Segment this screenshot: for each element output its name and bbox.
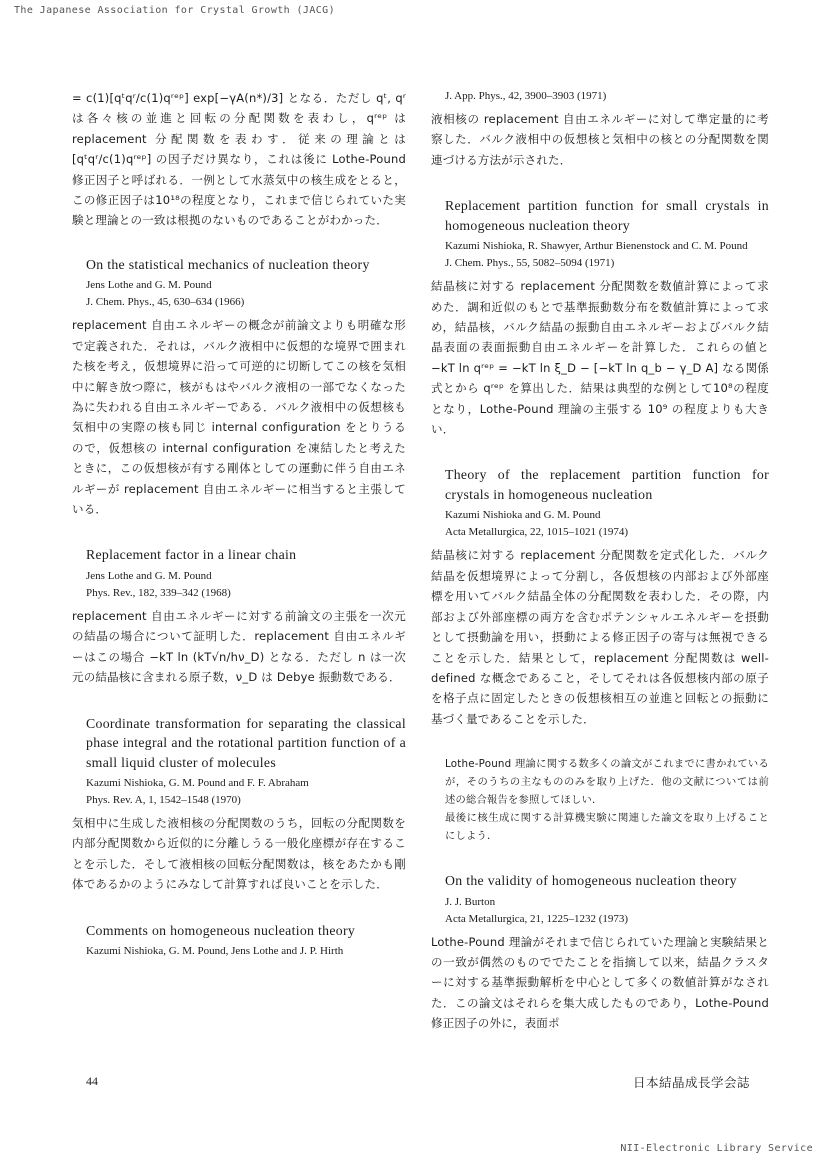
- reference-citation: Phys. Rev. A, 1, 1542–1548 (1970): [86, 794, 241, 807]
- reference-citation: J. Chem. Phys., 55, 5082–5094 (1971): [445, 257, 615, 270]
- reference-summary: replacement 自由エネルギーの概念が前論文よりも明確な形で定義された．それは，バルク液相中に仮想的な境界で囲まれた核を考え，仮想境界に沿って可逆的に切断してこの核を気相中に解き放つ際に，核がもはやバルク液相の一部でなくなった為に失われる自由エネルギーである．バルク液相中の仮想核も気相中の実際の核も同じ internal configuration をとりうるので，仮想核の internal configuration を凍結したと考えたときに，この仮想核が有する剛体としての運動に伴う自由エネルギーが replacement 自由エネルギーに相当すると主張している．: [72, 318, 406, 516]
- reference-entry: [72, 921, 406, 961]
- right-column: [431, 88, 769, 1034]
- reference-citation: Acta Metallurgica, 22, 1015–1021 (1974): [445, 526, 629, 539]
- reference-title: Coordinate transformation for separating the classical phase integral and the rotational partition function of a small liquid cluster of molecules: [86, 715, 406, 770]
- reference-citation: Acta Metallurgica, 21, 1225–1232 (1973): [445, 912, 629, 925]
- reference-citation: J. App. Phys., 42, 3900–3903 (1971): [445, 90, 607, 102]
- reference-entry: [431, 871, 769, 1034]
- reference-title: On the statistical mechanics of nucleation theory: [86, 256, 370, 272]
- reference-authors: Kazumi Nishioka, G. M. Pound and F. F. Abraham: [86, 777, 309, 790]
- reference-authors: J. J. Burton: [445, 895, 496, 908]
- reference-summary: Lothe-Pound 理論がそれまで信じられていた理論と実験結果との一致が偶然のものででたことを指摘して以来，結晶クラスターに対する基準振動解析を中心として多くの数値計算がなされた．この論文はそれらを集大成したものであり，Lothe-Pound 修正因子の外に，表面ポ: [431, 934, 769, 1031]
- reference-authors: Kazumi Nishioka, G. M. Pound, Jens Lothe and J. P. Hirth: [86, 945, 344, 958]
- reference-citation: Phys. Rev., 182, 339–342 (1968): [86, 586, 231, 599]
- reference-title: Replacement partition function for small crystals in homogeneous nucleation theory: [445, 198, 769, 233]
- note-paragraph: 最後に核生成に関する計算機実験に関連した論文を取り上げることにしよう．: [445, 812, 769, 843]
- reference-entry: [72, 714, 406, 895]
- reference-summary: 気相中に生成した液相核の分配関数のうち，回転の分配関数を内部分配関数から近似的に分離しうる一般化座標が存在することを示した．そして液相核の回転分配関数は，核をあたかも剛体であるかのようにみなして計算すれば良いことを示した．: [72, 816, 406, 892]
- reference-title: On the validity of homogeneous nucleation theory: [445, 873, 737, 889]
- reference-title: Comments on homogeneous nucleation theory: [86, 922, 356, 938]
- reference-entry: [431, 196, 769, 439]
- note-paragraph: Lothe-Pound 理論に関する数多くの論文がこれまでに書かれているが，そのうちの主なもののみを取り上げた．他の文献については前述の総合報告を参照してほしい．: [445, 758, 769, 807]
- reference-summary: 結晶核に対する replacement 分配関数を定式化した．バルク結晶を仮想境界によって分割し，各仮想核の内部および外部座標を用いてバルク結晶全体の分配関数を表わした．その際，内部および外部座標の両方を含むポテンシャルエネルギーを摂動として摂動論を用い，摂動による修正因子の寄与は無視できることを示した．結果として，replacement 分配関数は well-defined な概念であること，そしてそれは各仮想核内部の原子を格子点に固定したときの仮想核相互の並進と回転との振動に基づく量であることを示した．: [431, 548, 769, 726]
- reference-authors: Kazumi Nishioka, R. Shawyer, Arthur Bienenstock and C. M. Pound: [445, 240, 748, 253]
- reference-title: Theory of the replacement partition function for crystals in homogeneous nucleation: [445, 467, 769, 502]
- reference-authors: Jens Lothe and G. M. Pound: [86, 279, 212, 292]
- reference-citation: J. Chem. Phys., 45, 630–634 (1966): [86, 296, 245, 309]
- left-column: [72, 88, 406, 960]
- reference-entry: [72, 255, 406, 520]
- reference-title: Replacement factor in a linear chain: [86, 547, 297, 563]
- running-header: The Japanese Association for Crystal Growth (JACG): [14, 5, 336, 16]
- reference-authors: Kazumi Nishioka and G. M. Pound: [445, 509, 601, 522]
- closing-note: [431, 755, 769, 845]
- reference-summary: replacement 自由エネルギーに対する前論文の主張を一次元の結晶の場合について証明した．replacement 自由エネルギーはこの場合 −kT ln (kT√n/hν_D) となる．ただし n は一次元の結晶核に含まれる原子数，ν_D は Debye 振動数である．: [72, 608, 406, 685]
- page-number: 44: [86, 1074, 98, 1088]
- reference-summary: 液相核の replacement 自由エネルギーに対して準定量的に考察した．バルク液相中の仮想核と気相中の核との分配関数を関連づける方法が示された．: [431, 112, 769, 167]
- reference-entry: [431, 465, 769, 729]
- continued-paragraph: = c(1)[qᵗqʳ/c(1)qʳᵉᵖ] exp[−γA(n*)/3] となる．ただし qᵗ, qʳ は各々核の並進と回転の分配関数を表わし，qʳᵉᵖ は replacement 分配関数を表わす．従来の理論とは [qᵗqʳ/c(1)qʳᵉᵖ] の因子だけ異なり，これは後に Lothe-Pound 修正因子と呼ばれる．一例として水蒸気中の核生成をとると，この修正因子は10¹⁸の程度となり，これまで信じられていた実験と理論との一致は根拠のないものであることがわかった．: [72, 91, 406, 228]
- running-footer: NII-Electronic Library Service: [620, 1143, 813, 1154]
- reference-authors: Jens Lothe and G. M. Pound: [86, 569, 212, 582]
- reference-summary: 結晶核に対する replacement 分配関数を数値計算によって求めた．調和近似のもとで基準振動数分布を数値計算によって求め，結晶核，バルク結晶の振動自由エネルギーおよびバルク結晶表面の表面振動自由エネルギーを計算した．これらの値と −kT ln qʳᵉᵖ = −kT ln ξ_D − [−kT ln q_b − γ_D A] なる関係式とから qʳᵉᵖ を算出した．結果は典型的な例として10⁸の程度となり，Lothe-Pound 理論の主張する 10⁹ の程度よりも大きい．: [431, 279, 769, 437]
- journal-name: 日本結晶成長学会誌: [633, 1075, 751, 1090]
- reference-entry: [72, 545, 406, 687]
